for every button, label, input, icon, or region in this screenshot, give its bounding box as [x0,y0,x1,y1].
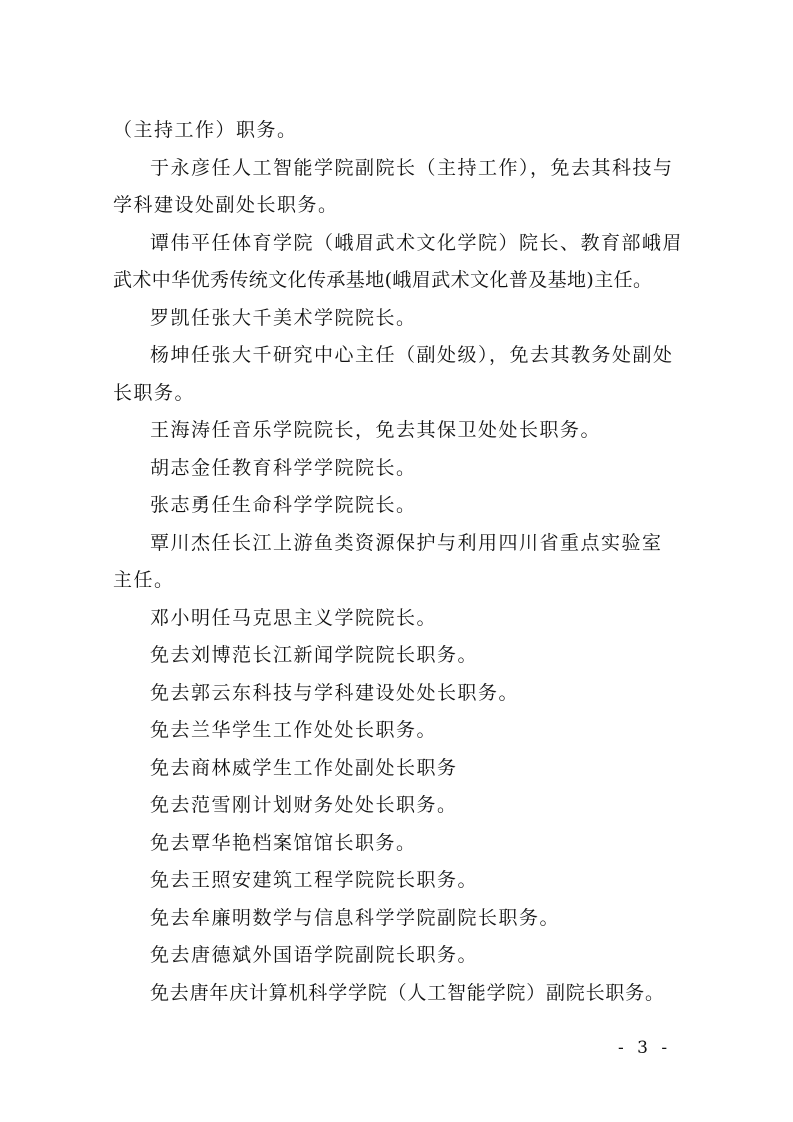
text-line: 免去商林威学生工作处副处长职务 [150,756,458,779]
text-line: 免去唐年庆计算机科学学院（人工智能学院）副院长职务。 [150,981,665,1004]
text-line: 邓小明任马克思主义学院院长。 [150,606,438,629]
text-line: 张志勇任生命科学学院院长。 [150,494,417,516]
text-line: （主持工作）职务。 [113,119,298,141]
text-line: 覃川杰任长江上游鱼类资源保护与利用四川省重点实验室 [150,531,663,554]
text-line: 长职务。 [113,381,196,404]
text-line: 免去郭云东科技与学科建设处处长职务。 [150,681,520,704]
text-line: 于永彦任人工智能学院副院长（主持工作），免去其科技与 [150,156,674,179]
page-number: - 3 - [618,1038,672,1058]
text-line: 免去王照安建筑工程学院院长职务。 [150,869,479,891]
text-line: 主任。 [113,569,175,591]
text-line: 免去覃华艳档案馆馆长职务。 [150,831,417,854]
text-line: 武术中华优秀传统文化传承基地(峨眉武术文化普及基地)主任。 [113,269,653,291]
text-line: 学科建设处副处长职务。 [113,194,339,216]
text-line: 免去兰华学生工作处处长职务。 [150,719,438,741]
text-line: 谭伟平任体育学院（峨眉武术文化学院）院长、教育部峨眉 [150,231,684,254]
text-line: 免去牟廉明数学与信息科学学院副院长职务。 [150,906,561,929]
text-line: 免去刘博范长江新闻学院院长职务。 [150,644,479,666]
document-body [113,112,703,1012]
text-line: 免去范雪刚计划财务处处长职务。 [150,794,458,816]
text-line: 免去唐德斌外国语学院副院长职务。 [150,944,479,966]
text-line: 胡志金任教育科学学院院长。 [150,456,417,479]
text-line: 罗凯任张大千美术学院院长。 [150,306,417,329]
text-line: 王海涛任音乐学院院长，免去其保卫处处长职务。 [150,419,602,441]
text-line: 杨坤任张大千研究中心主任（副处级），免去其教务处副处 [150,344,674,366]
